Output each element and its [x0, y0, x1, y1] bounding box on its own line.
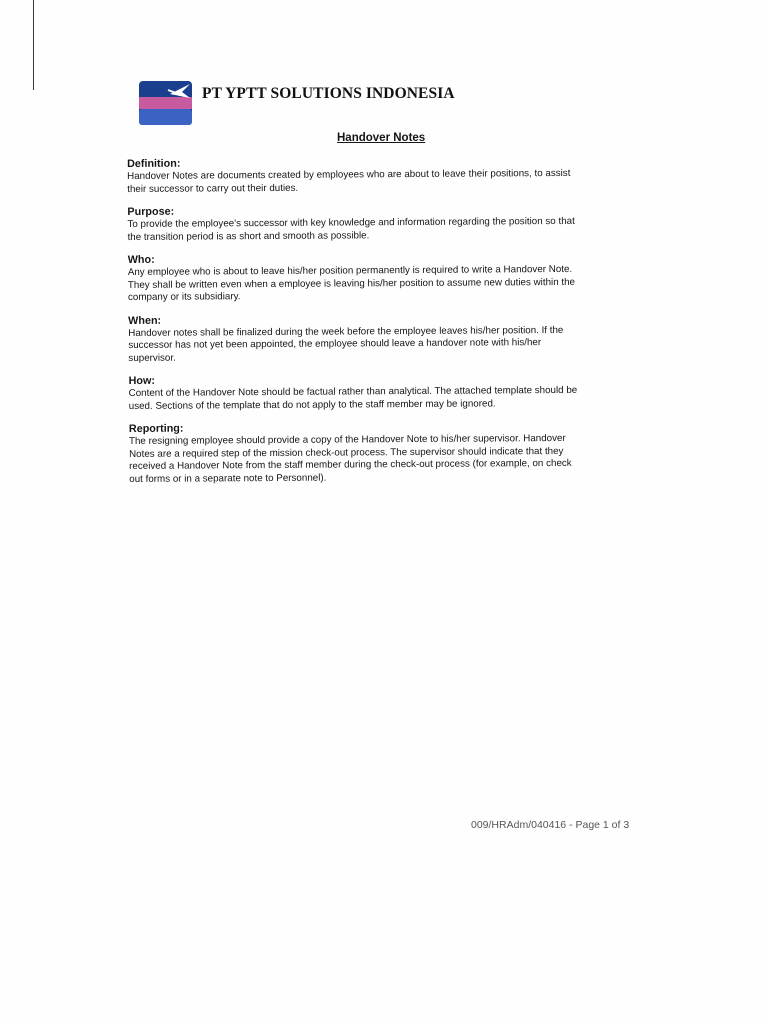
section-heading: Reporting: [128, 422, 184, 435]
section-text [128, 263, 640, 304]
text-line: They shall be written even when a employee is leaving his/her position to assume new duties within the [127, 276, 576, 291]
company-name: PT YPTT SOLUTIONS INDONESIA [202, 85, 455, 102]
text-line: Notes are a required step of the mission check-out process. The supervisor should indicate that they [129, 445, 564, 460]
section-who [128, 250, 640, 304]
text-line: successor has not yet been appointed, the employee should leave a handover note with his/her [128, 337, 542, 351]
section-text [127, 167, 639, 196]
section-purpose [127, 202, 639, 244]
text-line: Any employee who is about to leave his/her position permanently is required to write a Handover Note. [127, 263, 573, 278]
section-text [128, 324, 640, 365]
document-title: Handover Notes [337, 132, 426, 144]
section-heading: When: [128, 314, 162, 327]
text-line: received a Handover Note from the staff member during the check-out process (for example, on check [129, 457, 572, 472]
section-heading: How: [128, 374, 155, 387]
section-reporting [129, 419, 641, 486]
page-footer: 009/HRAdm/040416 - Page 1 of 3 [471, 819, 630, 831]
text-line: Handover notes shall be finalized during the week before the employee leaves his/her position. If the [128, 324, 564, 339]
text-line: Handover Notes are documents created by employees who are about to leave their positions, to assist [127, 167, 571, 182]
text-line: their successor to carry out their duties. [127, 182, 299, 195]
section-heading: Purpose: [127, 205, 175, 218]
text-line: supervisor. [128, 352, 176, 364]
company-logo-icon [138, 80, 193, 126]
text-line: out forms or in a separate note to Personnel). [129, 472, 327, 485]
scan-edge-line [33, 0, 34, 90]
text-line: company or its subsidiary. [127, 291, 241, 303]
document-body [127, 154, 641, 496]
section-text [127, 215, 639, 244]
section-when [128, 311, 640, 365]
text-line: used. Sections of the template that do not apply to the staff member may be ignored. [128, 397, 496, 412]
text-line: Content of the Handover Note should be factual rather than analytical. The attached template should be [128, 384, 578, 399]
section-heading: Who: [127, 253, 155, 266]
section-definition [127, 154, 639, 196]
section-heading: Definition: [127, 157, 181, 170]
text-line: To provide the employee's successor with key knowledge and information regarding the position so that [127, 215, 575, 230]
section-text [129, 432, 641, 486]
text-line: the transition period is as short and smooth as possible. [127, 229, 370, 243]
text-line: The resigning employee should provide a copy of the Handover Note to his/her supervisor. Handover [128, 432, 566, 447]
section-text [129, 384, 641, 413]
section-how [129, 371, 641, 413]
